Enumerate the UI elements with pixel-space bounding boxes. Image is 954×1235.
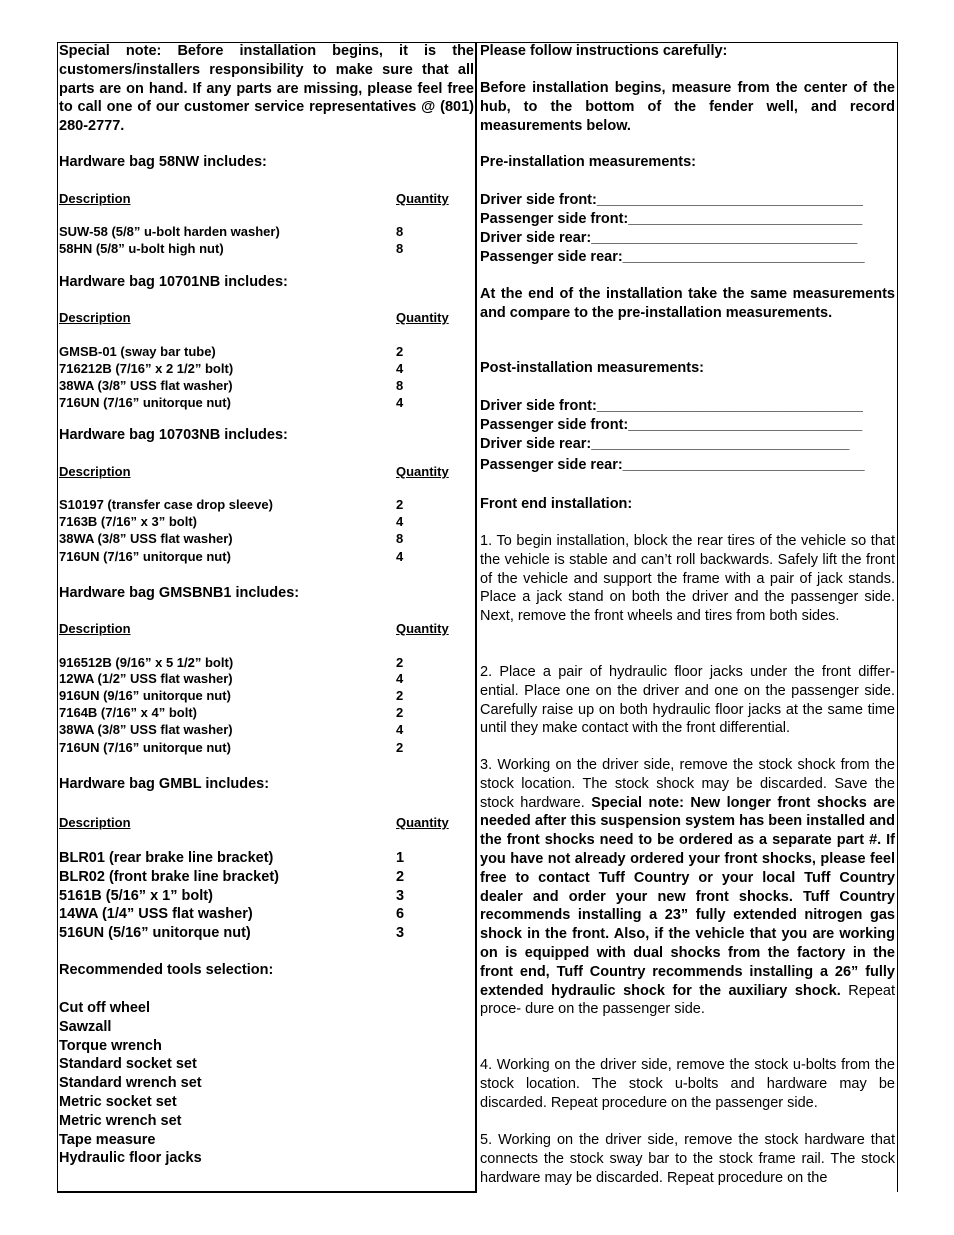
pre-installation-title: Pre-installation measurements: [480,154,696,170]
table-row: 716UN (7/16” unitorque nut) 4 [59,549,404,564]
quantity-header: Quantity [396,815,449,830]
step-4: 4. Working on the driver side, remove the stock u-bolts from the stock location. The stock u-bolts and hardware may be discarded. Repeat procedure on the passenger side. [480,1057,895,1111]
table-row: 716212B (7/16” x 2 1/2” bolt) 4 [59,361,404,376]
step-2: 2. Place a pair of hydraulic floor jacks under the front differ- ential. Place one on the driver and one on the passenger side. Carefully raise up on both hydraulic floor jacks at the same time until they make contact with the front differential. [480,664,895,737]
table-row: BLR01 (rear brake line bracket) 1 [59,850,405,866]
table-row: BLR02 (front brake line bracket) 2 [59,869,405,885]
bag-58nw-title: Hardware bag 58NW includes: [59,154,267,170]
post-installation-title: Post-installation measurements: [480,360,704,376]
list-item: Torque wrench [59,1037,162,1054]
table-row: 38WA (3/8” USS flat washer) 4 [59,722,404,737]
bag-gmbl-header [59,814,474,831]
table-row: SUW-58 (5/8” u-bolt harden washer) 8 [59,224,404,239]
quantity-header: Quantity [396,621,449,636]
list-item: Metric socket set [59,1093,177,1110]
table-row: 516UN (5/16” unitorque nut) 3 [59,925,405,941]
post-driver-rear-line: Driver side rear:________________________________ [480,436,850,452]
list-item: Hydraulic floor jacks [59,1150,202,1167]
post-driver-front-line: Driver side front:_________________________________ [480,398,863,414]
table-row: GMSB-01 (sway bar tube) 2 [59,344,404,359]
bag-10701nb-title: Hardware bag 10701NB includes: [59,274,288,290]
post-passenger-front-line: Passenger side front:_____________________________ [480,417,863,433]
list-item: Standard socket set [59,1056,197,1073]
table-row: 7164B (7/16” x 4” bolt) 2 [59,705,404,720]
pre-driver-rear-line: Driver side rear:_________________________________ [480,230,858,246]
compare-note: At the end of the installation take the same measurements and compare to the pre-installation measurements. [480,286,895,321]
front-end-title: Front end installation: [480,496,633,512]
description-header: Description [59,191,131,206]
tools-list [59,999,474,1168]
bag-gmsbnb1-header [59,620,474,637]
bag-10703nb-header [59,463,474,480]
description-header: Description [59,464,131,479]
intro-heading: Please follow instructions carefully: [480,43,728,59]
pre-passenger-rear-line: Passenger side rear:______________________________ [480,249,865,265]
table-row: S10197 (transfer case drop sleeve) 2 [59,497,404,512]
table-row: 916UN (9/16” unitorque nut) 2 [59,688,404,703]
list-item: Metric wrench set [59,1112,182,1129]
measure-note: Before installation begins, measure from the center of the hub, to the bottom of the fender well, and record measurements below. [480,80,895,134]
step-1: 1. To begin installation, block the rear tires of the vehicle so that the vehicle is stable and can’t roll backwards. Safely lift the front of the vehicle and support the frame with a pair of jack stands. Place a jack stand on both the driver and the passenger side. Next, remove the front wheels and tires from both sides. [480,533,895,625]
table-row: 58HN (5/8” u-bolt high nut) 8 [59,241,404,256]
table-row: 716UN (7/16” unitorque nut) 2 [59,740,404,755]
list-item: Sawzall [59,1018,112,1035]
table-row: 38WA (3/8” USS flat washer) 8 [59,531,404,546]
description-header: Description [59,621,131,636]
special-note: Special note: Before installation begins, it is the customers/installers responsibility to make sure that all parts are on hand. If any parts are missing, please feel free to call one of our customer service representatives @ (801) 280-2777. [59,43,474,135]
post-passenger-rear-line: Passenger side rear:______________________________ [480,457,865,473]
step-3-special-note: Special note: New longer front shocks are needed after this suspension system has been installed and the front shocks need to be ordered as a separate part #. If you have not already ordered your front shocks, please feel free to contact Tuff Country or your local Tuff Country dealer and order your new front shocks. Tuff Country recommends installing a 23” fully extended nitrogen gas shock in the front. Also, if the vehicle that you are working on is equipped with dual shocks from the factory in the front end, Tuff Country recommends installing a 26” fully extended hydraulic shock for the auxiliary shock. [480,794,896,999]
list-item: Tape measure [59,1131,156,1148]
table-row: 7163B (7/16” x 3” bolt) 4 [59,514,404,529]
quantity-header: Quantity [396,464,449,479]
table-row: 5161B (5/16” x 1” bolt) 3 [59,888,405,904]
table-row: 38WA (3/8” USS flat washer) 8 [59,378,404,393]
table-row: 14WA (1/4” USS flat washer) 6 [59,906,405,922]
list-item: Standard wrench set [59,1075,202,1092]
step-5: 5. Working on the driver side, remove the stock hardware that connects the stock sway bar to the stock frame rail. The stock hardware may be discarded. Repeat procedure on the [480,1132,895,1186]
description-header: Description [59,310,131,325]
quantity-header: Quantity [396,310,449,325]
bag-gmbl-title: Hardware bag GMBL includes: [59,776,270,792]
table-row: 716UN (7/16” unitorque nut) 4 [59,395,404,410]
quantity-header: Quantity [396,191,449,206]
bag-10703nb-title: Hardware bag 10703NB includes: [59,427,288,443]
table-row: 916512B (9/16” x 5 1/2” bolt) 2 [59,655,404,670]
bag-58nw-header [59,190,474,207]
tools-title: Recommended tools selection: [59,962,274,978]
pre-driver-front-line: Driver side front:_________________________________ [480,192,863,208]
description-header: Description [59,815,131,830]
step-3: 3. Working on the driver side, remove the stock shock from the stock location. The stock shock may be discarded. Save the stock hardware. Special note: New longer front shocks are needed after this suspension system has been installed and the front shocks need to be ordered as a separate part #. If you have not already ordered your front shocks, please feel free to contact Tuff Country or your local Tuff Country dealer and order your new front shocks. Tuff Country recommends installing a 23” fully extended nitrogen gas shock in the front. Also, if the vehicle that you are working on is equipped with dual shocks from the factory in the front end, Tuff Country recommends installing a 26” fully extended hydraulic shock for the auxiliary shock. Repeat proce- dure on the passenger side. [480,757,896,1018]
table-row: 12WA (1/2” USS flat washer) 4 [59,671,404,686]
pre-passenger-front-line: Passenger side front:_____________________________ [480,211,863,227]
bag-gmsbnb1-title: Hardware bag GMSBNB1 includes: [59,585,300,601]
bag-10701nb-header [59,309,474,326]
list-item: Cut off wheel [59,1000,151,1016]
